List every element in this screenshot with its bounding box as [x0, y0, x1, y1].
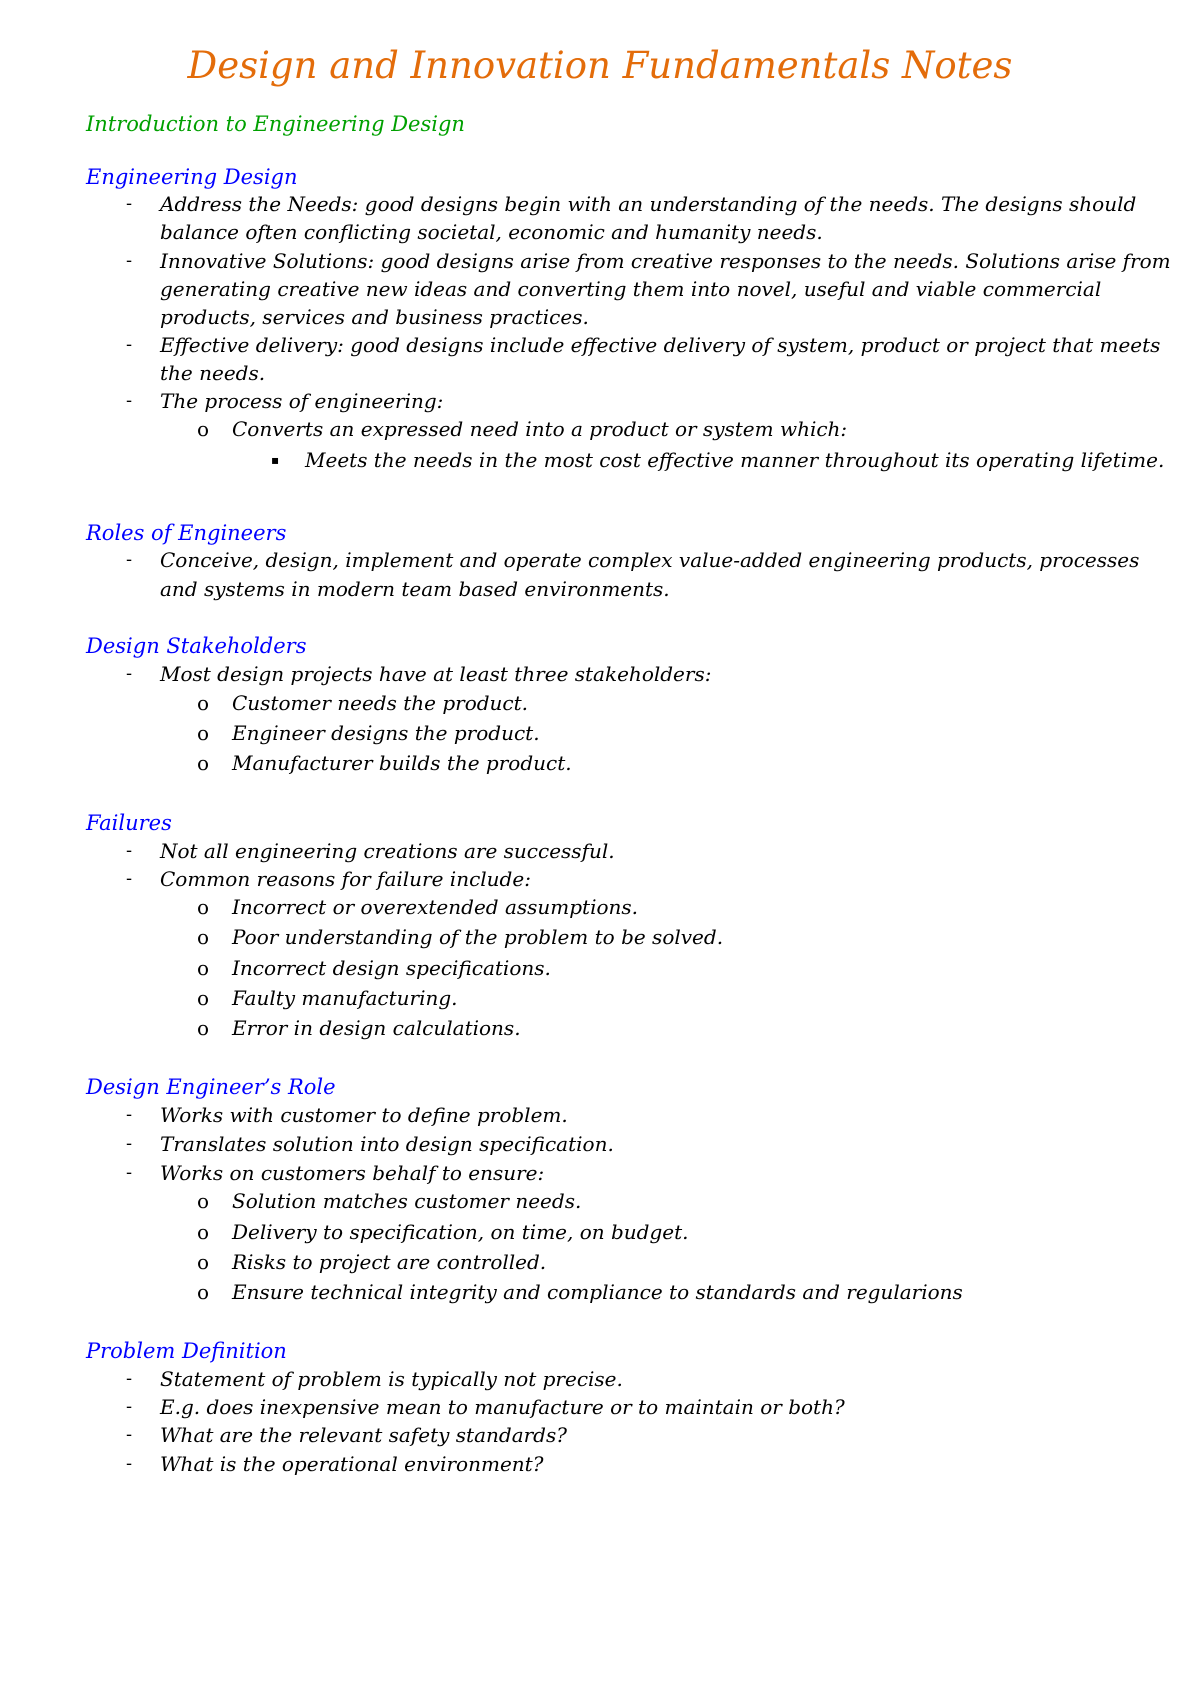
- list-item-continuation: [160, 575, 670, 603]
- list-item-text: What are the relevant safety standards?: [160, 1423, 567, 1447]
- list-item-text: generating creative new ideas and converting them into novel, useful and viable commercial: [160, 277, 1102, 301]
- list-item-text: Conceive, design, implement and operate complex value-added engineering products, processes: [160, 548, 1140, 572]
- list-item-text: Customer needs the product.: [232, 691, 529, 715]
- list-item: [126, 331, 1161, 359]
- list-item: [197, 689, 529, 717]
- list-item-text: Incorrect design specifications.: [232, 956, 551, 980]
- circle-bullet-icon: o: [197, 1220, 210, 1244]
- dash-bullet-icon: -: [126, 1424, 133, 1445]
- list-item: [197, 1187, 582, 1215]
- circle-bullet-icon: o: [197, 721, 210, 745]
- list-item: [126, 1159, 545, 1187]
- list-item-text: Incorrect or overextended assumptions.: [232, 895, 639, 919]
- circle-bullet-icon: o: [197, 1280, 210, 1304]
- list-item-text: The process of engineering:: [160, 389, 444, 413]
- dash-bullet-icon: -: [126, 390, 133, 411]
- list-item-text: Innovative Solutions: good designs arise from creative responses to the needs. Solutions arise from: [160, 249, 1171, 273]
- dash-bullet-icon: -: [126, 1133, 133, 1154]
- list-item-text: Translates solution into design specification.: [160, 1132, 614, 1156]
- dash-bullet-icon: -: [126, 1453, 133, 1474]
- list-item-continuation: [160, 359, 265, 387]
- list-item: [126, 546, 1140, 574]
- list-item-text: Faulty manufacturing.: [232, 986, 458, 1010]
- list-item: [197, 415, 848, 443]
- dash-bullet-icon: -: [126, 334, 133, 355]
- list-item: [126, 837, 615, 865]
- list-item: [126, 190, 1137, 218]
- list-item: [197, 1278, 963, 1306]
- list-item: [126, 387, 444, 415]
- list-item-text: What is the operational environment?: [160, 1452, 544, 1476]
- list-item: [126, 865, 531, 893]
- section-heading-failures: Failures: [86, 811, 172, 835]
- list-item-text: Statement of problem is typically not precise.: [160, 1367, 623, 1391]
- circle-bullet-icon: o: [197, 1250, 210, 1274]
- section-heading-problem-definition: Problem Definition: [86, 1339, 287, 1363]
- circle-bullet-icon: o: [197, 925, 210, 949]
- dash-bullet-icon: -: [126, 663, 133, 684]
- list-item-text: products, services and business practices.: [160, 305, 589, 329]
- list-item: [126, 247, 1171, 275]
- section-heading-design-stakeholders: Design Stakeholders: [86, 634, 307, 658]
- dash-bullet-icon: -: [126, 868, 133, 889]
- circle-bullet-icon: o: [197, 956, 210, 980]
- list-item-text: the needs.: [160, 361, 266, 385]
- list-item: [126, 1101, 568, 1129]
- list-item: [126, 660, 712, 688]
- dash-bullet-icon: -: [126, 1396, 133, 1417]
- document-title: Design and Innovation Fundamentals Notes: [187, 44, 1013, 87]
- list-item-text: Meets the needs in the most cost effective manner throughout its operating lifetime.: [305, 448, 1165, 472]
- list-item: [126, 1130, 614, 1158]
- list-item-text: Works on customers behalf to ensure:: [160, 1161, 545, 1185]
- list-item-continuation: [160, 303, 589, 331]
- circle-bullet-icon: o: [197, 1016, 210, 1040]
- list-item-text: Works with customer to define problem.: [160, 1103, 568, 1127]
- list-item-text: Effective delivery: good designs include effective delivery of system, product or project that meets: [160, 333, 1161, 357]
- list-item-text: E.g. does inexpensive mean to manufacture or to maintain or both?: [160, 1395, 845, 1419]
- section-heading-engineering-design: Engineering Design: [86, 165, 298, 189]
- list-item: [271, 446, 1165, 474]
- list-item: [126, 1450, 544, 1478]
- list-item-text: Common reasons for failure include:: [160, 867, 531, 891]
- list-item: [197, 984, 458, 1012]
- list-item: [197, 954, 551, 982]
- list-item-text: Not all engineering creations are successful.: [160, 839, 615, 863]
- circle-bullet-icon: o: [197, 895, 210, 919]
- circle-bullet-icon: o: [197, 986, 210, 1010]
- section-heading-design-engineers-role: Design Engineer’s Role: [86, 1075, 336, 1099]
- intro-heading: Introduction to Engineering Design: [86, 112, 465, 136]
- section-heading-roles-of-engineers: Roles of Engineers: [86, 521, 287, 545]
- dash-bullet-icon: -: [126, 250, 133, 271]
- list-item: [197, 893, 639, 921]
- circle-bullet-icon: o: [197, 691, 210, 715]
- list-item-text: Risks to project are controlled.: [232, 1250, 547, 1274]
- list-item-text: Error in design calculations.: [232, 1016, 521, 1040]
- dash-bullet-icon: -: [126, 1104, 133, 1125]
- dash-bullet-icon: -: [126, 1368, 133, 1389]
- list-item-text: Manufacturer builds the product.: [232, 751, 572, 775]
- list-item-text: Poor understanding of the problem to be solved.: [232, 925, 724, 949]
- list-item: [126, 1393, 845, 1421]
- circle-bullet-icon: o: [197, 417, 210, 441]
- list-item-text: and systems in modern team based environments.: [160, 577, 670, 601]
- list-item-text: Most design projects have at least three stakeholders:: [160, 662, 712, 686]
- list-item: [197, 1248, 547, 1276]
- list-item-text: Delivery to specification, on time, on budget.: [232, 1220, 689, 1244]
- list-item-text: Converts an expressed need into a product or system which:: [232, 417, 848, 441]
- list-item-continuation: [160, 275, 1101, 303]
- list-item: [126, 1365, 623, 1393]
- list-item-text: Address the Needs: good designs begin with an understanding of the needs. The designs should: [160, 192, 1137, 216]
- list-item: [197, 923, 724, 951]
- square-bullet-icon: ▪: [271, 453, 280, 467]
- dash-bullet-icon: -: [126, 549, 133, 570]
- list-item-text: Ensure technical integrity and compliance to standards and regularions: [232, 1280, 963, 1304]
- list-item: [126, 1421, 567, 1449]
- circle-bullet-icon: o: [197, 1189, 210, 1213]
- list-item: [197, 749, 572, 777]
- dash-bullet-icon: -: [126, 193, 133, 214]
- list-item-text: Solution matches customer needs.: [232, 1189, 582, 1213]
- list-item: [197, 1218, 689, 1246]
- list-item-continuation: [160, 218, 823, 246]
- list-item-text: balance often conflicting societal, economic and humanity needs.: [160, 220, 823, 244]
- list-item-text: Engineer designs the product.: [232, 721, 540, 745]
- list-item: [197, 1014, 521, 1042]
- list-item: [197, 719, 540, 747]
- circle-bullet-icon: o: [197, 751, 210, 775]
- dash-bullet-icon: -: [126, 1162, 133, 1183]
- dash-bullet-icon: -: [126, 840, 133, 861]
